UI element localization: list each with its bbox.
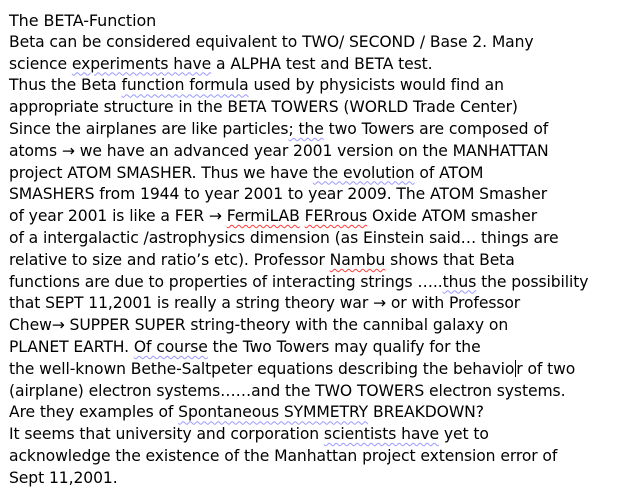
grammar-underlined-text: thus [442,272,477,291]
text-segment: acknowledge the existence of the Manhattan project extension error of [9,446,558,465]
text-segment: used by physicists would find an [248,76,504,95]
grammar-underlined-text: the evolution [312,163,415,182]
document-title [9,10,627,32]
text-segment: The BETA-Function [9,11,157,30]
text-line [9,206,627,228]
text-segment: the Two Towers may qualify for the [207,337,481,356]
text-segment: two Towers are composed of [323,119,549,138]
text-segment: atoms → we have an advanced year 2001 version on the MANHATTAN [9,141,549,160]
grammar-underlined-text: ; the [288,119,324,138]
text-segment: of year 2001 is like a FER → [9,207,227,226]
text-line [9,32,627,54]
text-line [9,54,627,76]
text-segment: functions are due to properties of interacting strings ….. [9,272,443,291]
text-line [9,97,627,119]
text-line [9,446,627,468]
text-segment: PLANET EARTH. [9,337,134,356]
text-segment: appropriate structure in the BETA TOWERS (WORLD Trade Center) [9,98,518,117]
text-segment: of ATOM [414,163,484,182]
text-segment: project ATOM SMASHER. Thus we have [9,163,313,182]
text-segment: SMASHERS from 1944 to year 2001 to year 2009. The ATOM Smasher [9,185,548,204]
grammar-underlined-text: function formula [121,76,249,95]
text-segment: Beta can be considered equivalent to TWO/ SECOND / Base 2. Many [9,32,534,51]
text-segment: (airplane) electron systems……and the TWO TOWERS electron systems. [9,381,566,400]
text-segment: relative to size and ratio’s etc). Professor [9,250,330,269]
text-line [9,75,627,97]
text-segment: Thus the Beta [9,76,122,95]
grammar-underlined-text: experiments have [71,54,212,73]
text-line [9,337,627,359]
spelling-underlined-text: Nambu [329,250,386,269]
text-line [9,119,627,141]
text-line [9,468,627,490]
text-segment: Are they examples of [9,403,179,422]
text-segment: Sept 11,2001. [9,468,118,487]
text-line [9,424,627,446]
text-line [9,315,627,337]
text-line [9,184,627,206]
text-segment: Chew→ SUPPER SUPER string-theory with the cannibal galaxy on [9,316,509,335]
text-segment: science [9,54,72,73]
text-segment: It seems that university and corporation [9,425,324,444]
text-line [9,381,627,403]
text-segment: shows that Beta [385,250,515,269]
text-line [9,359,627,381]
text-line [9,250,627,272]
text-segment: a ALPHA test and BETA test. [211,54,433,73]
text-segment: the well-known Bethe-Saltpeter equations describing the behavio [9,359,515,378]
text-segment: r of two [516,359,576,378]
spelling-underlined-text: FermiLAB [226,207,300,226]
text-line [9,141,627,163]
text-segment: that SEPT 11,2001 is really a string theory war → or with Professor [9,294,521,313]
text-segment: Oxide ATOM smasher [367,207,538,226]
text-segment: Since the airplanes are like particles [9,119,289,138]
spelling-underlined-text: FERrous [304,207,368,226]
text-line [9,272,627,294]
text-line [9,402,627,424]
text-line [9,228,627,250]
text-line [9,163,627,185]
grammar-underlined-text: Spontaneous SYMMETRY [178,403,369,422]
grammar-underlined-text: scientists have [323,425,439,444]
text-segment: yet to [438,425,489,444]
text-segment: of a intergalactic /astrophysics dimension (as Einstein said… things are [9,228,559,247]
grammar-underlined-text: Of course [133,337,208,356]
text-segment: BREAKDOWN? [368,403,484,422]
text-segment: the possibility [476,272,589,291]
text-line [9,293,627,315]
